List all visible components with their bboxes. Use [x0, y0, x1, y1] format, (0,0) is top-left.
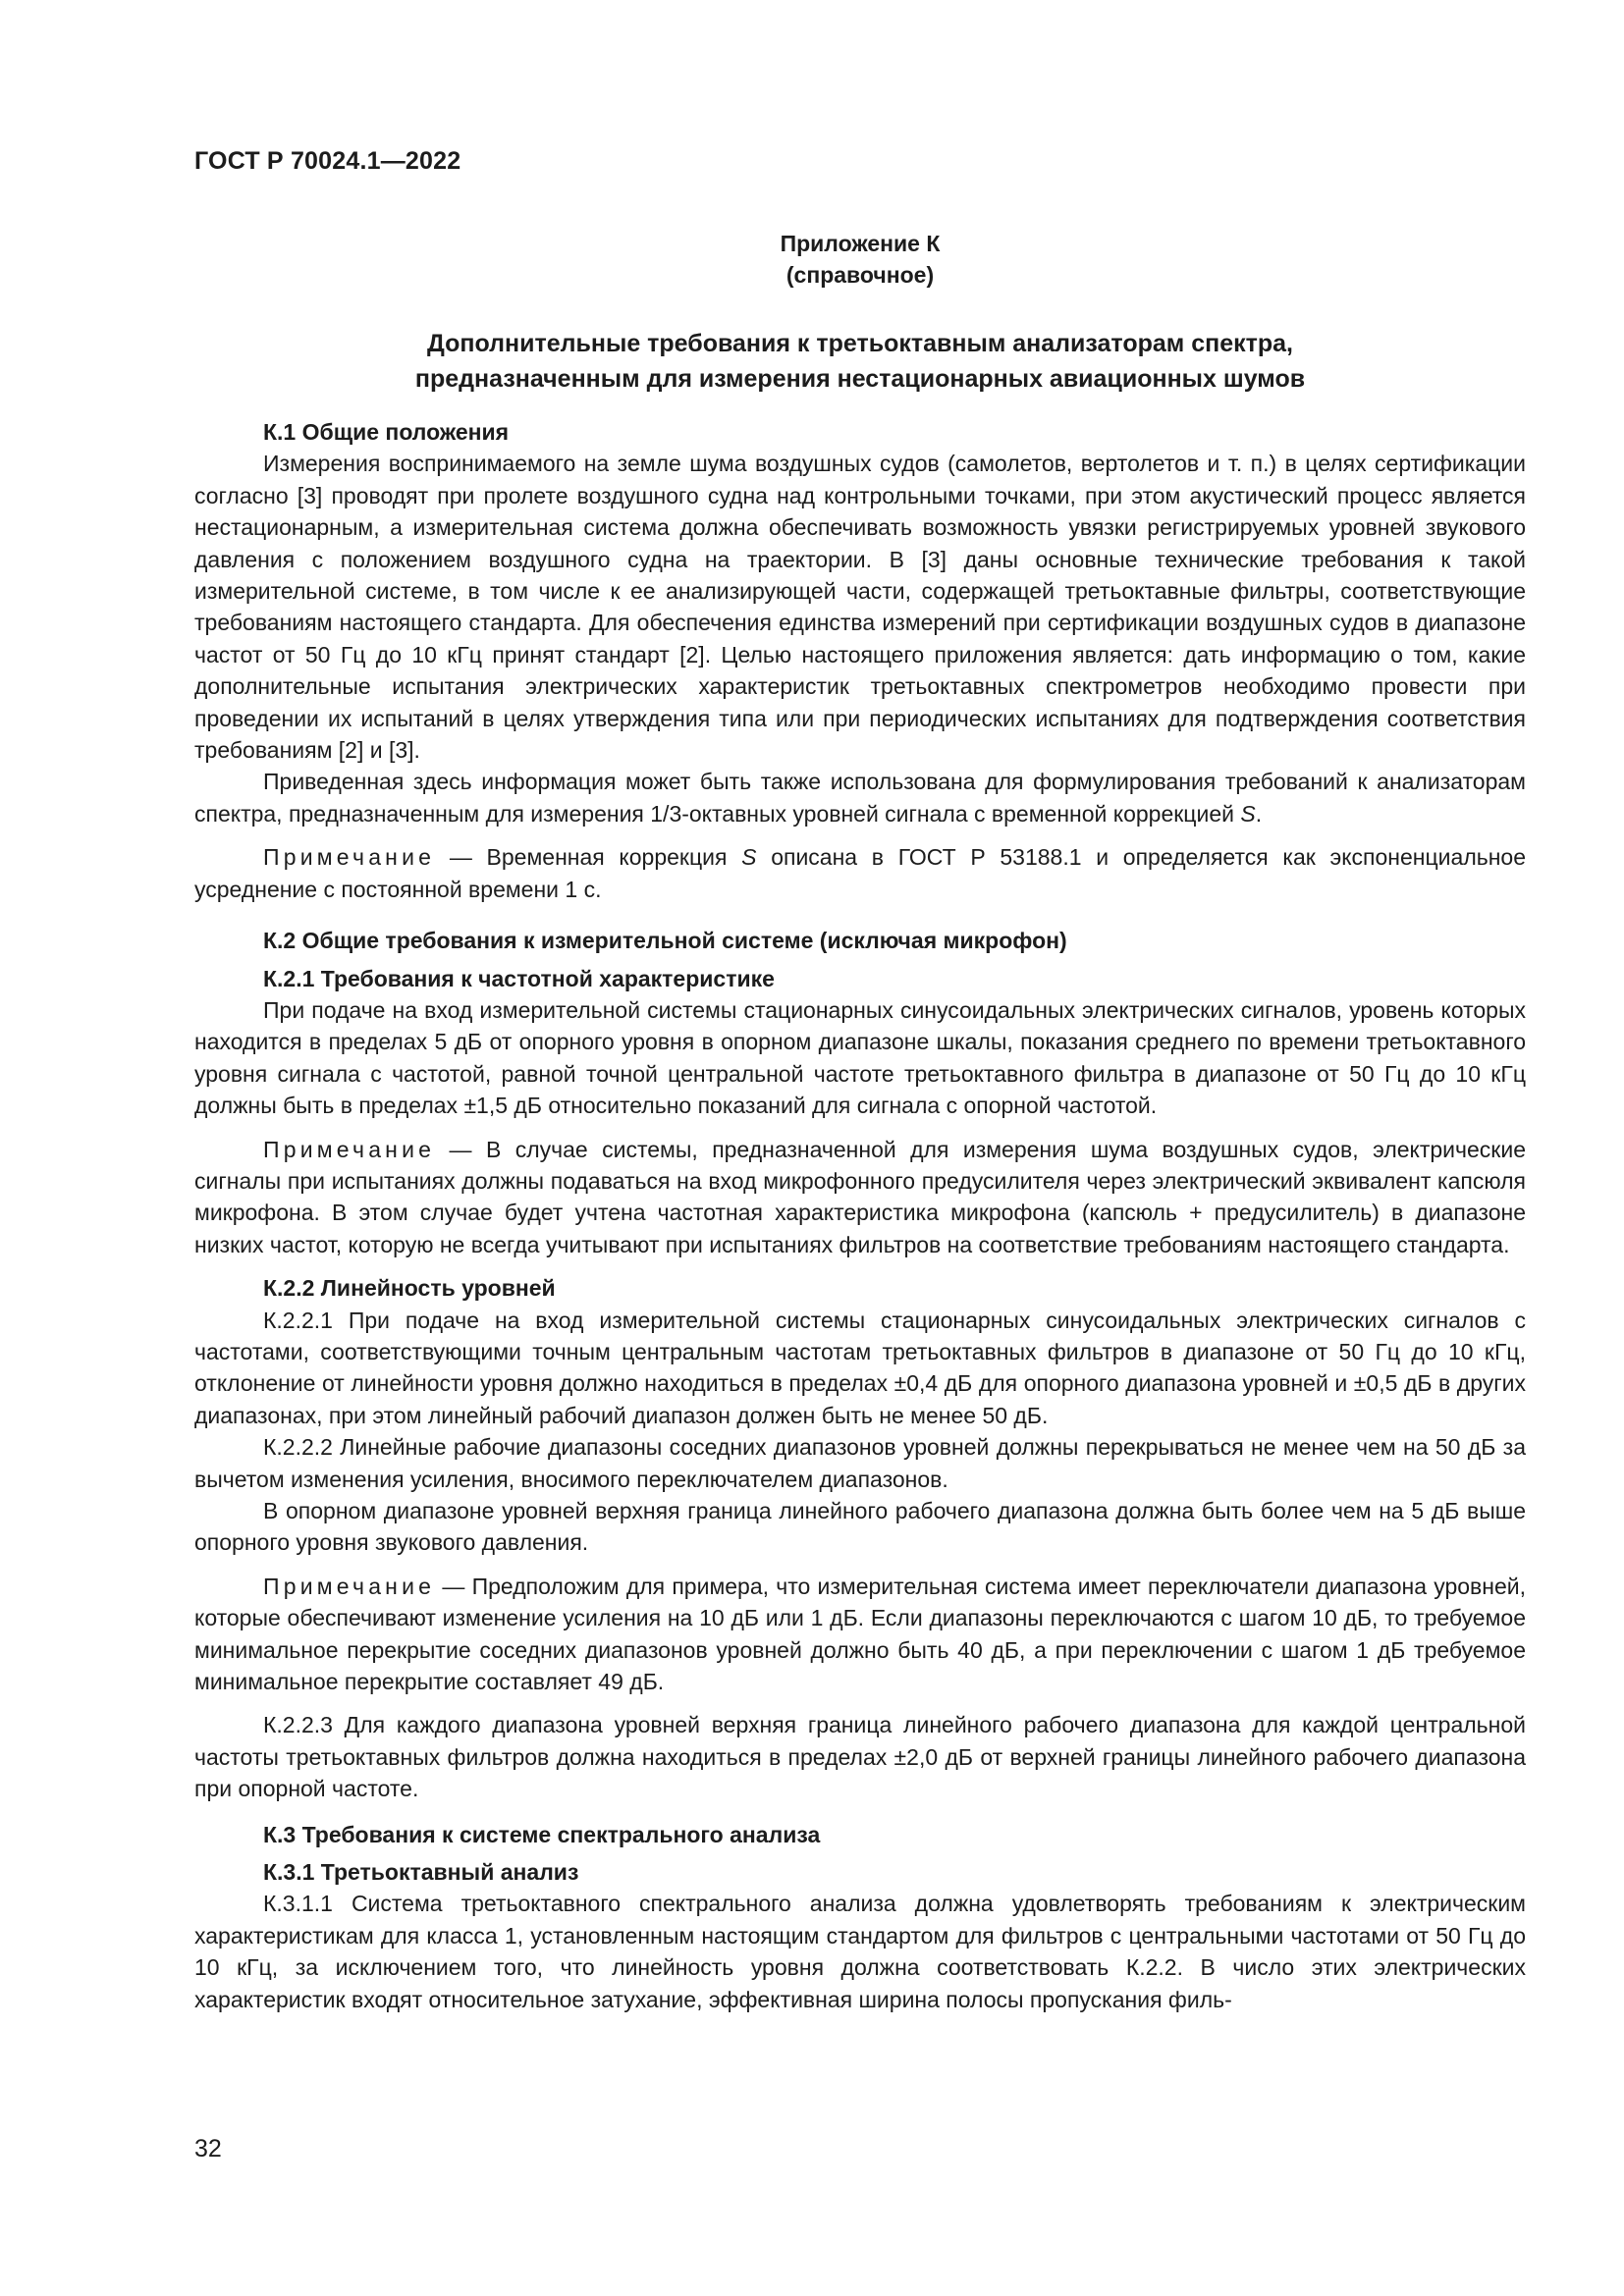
section-k222-paragraph: К.2.2.2 Линейные рабочие диапазоны соседних диапазонов уровней должны перекрываться не менее чем на 50 дБ за вычетом изменения усиления, вносимого переключателем диапазонов.: [194, 1434, 1526, 1492]
document-body: [194, 416, 1526, 2015]
note-text-b: описана в ГОСТ Р 53188.1 и определяется как экспоненциальное усреднение с постоянной времени 1 с.: [194, 844, 1527, 902]
note-text-a: — Временная коррекция: [435, 844, 742, 871]
note-label: Примечание: [263, 1136, 436, 1162]
section-k3-title: К.3 Требования к системе спектрального анализа: [263, 1821, 821, 1847]
section-k222-paragraph-b: В опорном диапазоне уровней верхняя граница линейного рабочего диапазона должна быть более чем на 5 дБ выше опорного уровня звукового давления.: [194, 1498, 1526, 1556]
annex-heading-line2: предназначенным для измерения нестационарных авиационных шумов: [414, 365, 1306, 393]
section-k2-title: К.2 Общие требования к измерительной системе (исключая микрофон): [263, 928, 1067, 954]
section-k22-title: К.2.2 Линейность уровней: [263, 1275, 556, 1302]
note-text: — Предположим для примера, что измерительная система имеет переключатели диапазона уровней, которые обеспечивают изменение усиления на 10 дБ или 1 дБ. Если диапазоны переключаются с шагом 10 дБ, то требуемое минимальное перекрытие соседних диапазонов уровней должно быть 40 дБ, а при переключении с шагом 1 дБ требуемое минимальное перекрытие составляет 49 дБ.: [194, 1573, 1526, 1695]
note-text: — В случае системы, предназначенной для измерения шума воздушных судов, электрические сигналы при испытаниях должны подаваться на вход микрофонного предусилителя через электрический эквивалент капсюля микрофона. В этом случае будет учтена частотная характеристика микрофона (капсюль + предусилитель) в диапазоне низких частот, которую не всегда учитывают при испытаниях фильтров на соответствие требованиям настоящего стандарта.: [194, 1136, 1526, 1257]
annex-heading: [194, 326, 1526, 397]
section-k221-paragraph: К.2.2.1 При подаче на вход измерительной системы стационарных синусоидальных электрических сигналов с частотами, соответствующими точным центральным частотам третьоктавных фильтров в диапазоне от 50 Гц до 10 кГц, отклонение от линейности уровня должно находиться в пределах ±0,4 дБ для опорного диапазона уровней и ±0,5 дБ в других диапазонах, при этом линейный рабочий диапазон должен быть не менее 50 дБ.: [194, 1307, 1526, 1428]
page-number: 32: [194, 2135, 222, 2163]
section-k311-paragraph: К.3.1.1 Система третьоктавного спектрального анализа должна удовлетворять требованиям к электрическим характеристикам для класса 1, установленным настоящим стандартом для фильтров с центральными частотами от 50 Гц до 10 кГц, за исключением того, что линейность уровня должна соответствовать К.2.2. В число этих электрических характеристик входят относительное затухание, эффективная ширина полосы пропускания филь-: [194, 1891, 1526, 2012]
section-k21-title: К.2.1 Требования к частотной характеристике: [263, 965, 775, 991]
section-k31-title: К.3.1 Третьоктавный анализ: [263, 1859, 579, 1886]
note-italic: S: [741, 844, 757, 871]
section-k1-paragraph-2: [194, 766, 1526, 829]
section-k223-paragraph: К.2.2.3 Для каждого диапазона уровней верхняя граница линейного рабочего диапазона для каждой центральной частоты третьоктавных фильтров должна находиться в пределах ±2,0 дБ от верхней границы линейного рабочего диапазона при опорной частоте.: [194, 1712, 1526, 1802]
annex-heading-line1: Дополнительные требования к третьоктавным анализаторам спектра,: [426, 330, 1294, 357]
k1-p2-italic: S: [1240, 800, 1256, 827]
annex-title-block: [194, 228, 1526, 291]
note-label: Примечание: [263, 1573, 436, 1599]
annex-type: (справочное): [785, 262, 935, 288]
k1-p2-end: .: [1255, 800, 1263, 827]
k1-p2-text: Приведенная здесь информация может быть также использована для формулирования требований к анализаторам спектра, предназначенным для измерения 1/3-октавных уровней сигнала с временной коррекцией: [194, 769, 1526, 827]
section-k1-title: К.1 Общие положения: [263, 419, 510, 445]
section-k21-paragraph: При подаче на вход измерительной системы стационарных синусоидальных электрических сигналов, уровень которых находится в пределах 5 дБ от опорного уровня в опорном диапазоне шкалы, показания среднего по времени третьоктавного уровня сигнала с частотой, равной точной центральной частоте третьоктавного фильтра в диапазоне от 50 Гц до 10 кГц должны быть в пределах ±1,5 дБ относительно показаний для сигнала с опорной частотой.: [194, 996, 1526, 1119]
annex-title: Приложение К: [780, 231, 941, 256]
section-k222-note: [194, 1571, 1526, 1698]
section-k1-paragraph-1: Измерения воспринимаемого на земле шума воздушных судов (самолетов, вертолетов и т. п.) в целях сертификации согласно [3] проводят при пролете воздушного судна над контрольными точками, при этом акустический процесс является нестационарным, а измерительная система должна обеспечивать возможность увязки регистрируемых уровней звукового давления с положением воздушного судна на траектории. В [3] даны основные технические требования к такой измерительной системе, в том числе к ее анализирующей части, содержащей третьоктавные фильтры, соответствующие требованиям настоящего стандарта. Для обеспечения единства измерений при сертификации воздушных судов в диапазоне частот от 50 Гц до 10 кГц принят стандарт [2]. Целью настоящего приложения является: дать информацию о том, какие дополнительные испытания электрических характеристик третьоктавных спектрометров необходимо провести при проведении их испытаний в целях утверждения типа или при периодических испытаниях для подтверждения соответствия требованиям [2] и [3].: [194, 451, 1526, 764]
document-code-header: ГОСТ Р 70024.1—2022: [194, 147, 461, 175]
section-k1-note: [194, 841, 1526, 905]
note-label: Примечание: [263, 844, 436, 871]
section-k21-note: [194, 1134, 1526, 1261]
